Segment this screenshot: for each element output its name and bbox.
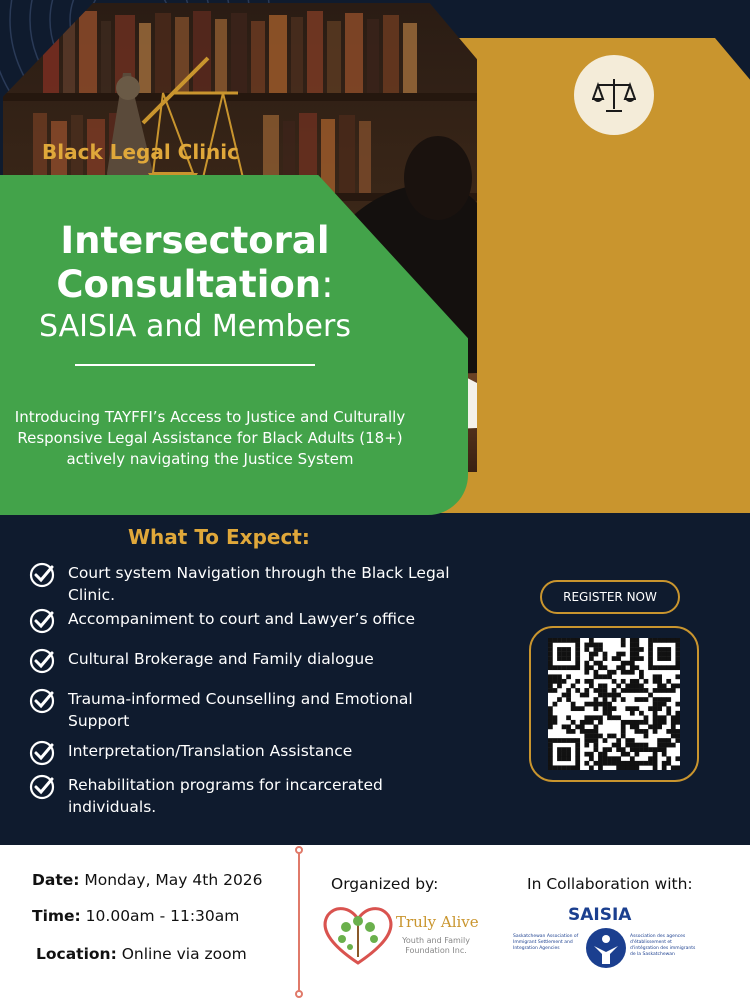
check-circle-icon <box>28 647 56 675</box>
qr-code[interactable] <box>548 638 680 770</box>
register-button[interactable]: REGISTER NOW <box>540 580 680 614</box>
scales-of-justice-icon <box>592 75 636 115</box>
list-item <box>28 648 468 688</box>
check-circle-icon <box>28 773 56 801</box>
organizer-heading: Organized by: <box>331 875 439 893</box>
list-item <box>28 608 468 648</box>
list-item <box>28 562 468 608</box>
list-item-text: Court system Navigation through the Black Legal Clinic. <box>68 564 450 604</box>
list-item <box>28 774 468 820</box>
date-label: Date: <box>32 871 80 889</box>
event-location <box>36 945 247 963</box>
saisia-english-name: Saskatchewan Association of Immigrant Settlement and Integration Agencies <box>513 934 579 951</box>
title-line-2 <box>0 263 390 307</box>
hero-text <box>0 175 390 366</box>
qr-code-image <box>548 638 680 770</box>
list-item-text: Cultural Brokerage and Family dialogue <box>68 650 374 668</box>
check-circle-icon <box>28 561 56 589</box>
intro-text: Introducing TAYFFI’s Access to Justice and Culturally Responsive Legal Assistance for Black Adults (18+) actively navigating the Justice System <box>14 408 406 468</box>
saisia-name: SAISIA <box>568 905 632 925</box>
event-date <box>32 871 263 889</box>
location-label: Location: <box>36 945 117 963</box>
organizer-name: Truly Alive <box>396 913 479 931</box>
title-line-1: Intersectoral <box>60 219 330 262</box>
title-word: Consultation <box>56 263 322 306</box>
list-item-text: Trauma-informed Counselling and Emotional Support <box>68 690 413 730</box>
collaboration-heading: In Collaboration with: <box>527 875 693 893</box>
time-label: Time: <box>32 907 81 925</box>
check-circle-icon <box>28 607 56 635</box>
title-colon: : <box>321 263 334 306</box>
list-item <box>28 688 468 740</box>
saisia-logo <box>584 926 628 970</box>
expect-list <box>28 562 468 820</box>
check-circle-icon <box>28 739 56 767</box>
saisia-french-name: Association des agences d'établissement et d'intégration des immigrants de la Saskatchewan <box>630 934 696 957</box>
divider-dot <box>295 846 303 854</box>
footer-divider <box>298 850 300 995</box>
clinic-label: Black Legal Clinic <box>42 140 239 164</box>
organizer-subname: Youth and Family Foundation Inc. <box>402 936 470 955</box>
check-circle-icon <box>28 687 56 715</box>
list-item-text: Rehabilitation programs for incarcerated individuals. <box>68 776 383 816</box>
date-value: Monday, May 4th 2026 <box>79 871 263 889</box>
expect-heading: What To Expect: <box>128 525 310 549</box>
list-item-text: Interpretation/Translation Assistance <box>68 742 353 760</box>
subtitle: SAISIA and Members <box>39 309 351 344</box>
divider-dot <box>295 990 303 998</box>
list-item <box>28 740 468 774</box>
event-time <box>32 907 239 925</box>
location-value: Online via zoom <box>116 945 247 963</box>
truly-alive-logo <box>320 903 396 967</box>
time-value: 10.00am - 11:30am <box>80 907 240 925</box>
divider <box>75 364 315 366</box>
scales-badge <box>574 55 654 135</box>
list-item-text: Accompaniment to court and Lawyer’s office <box>68 610 416 628</box>
